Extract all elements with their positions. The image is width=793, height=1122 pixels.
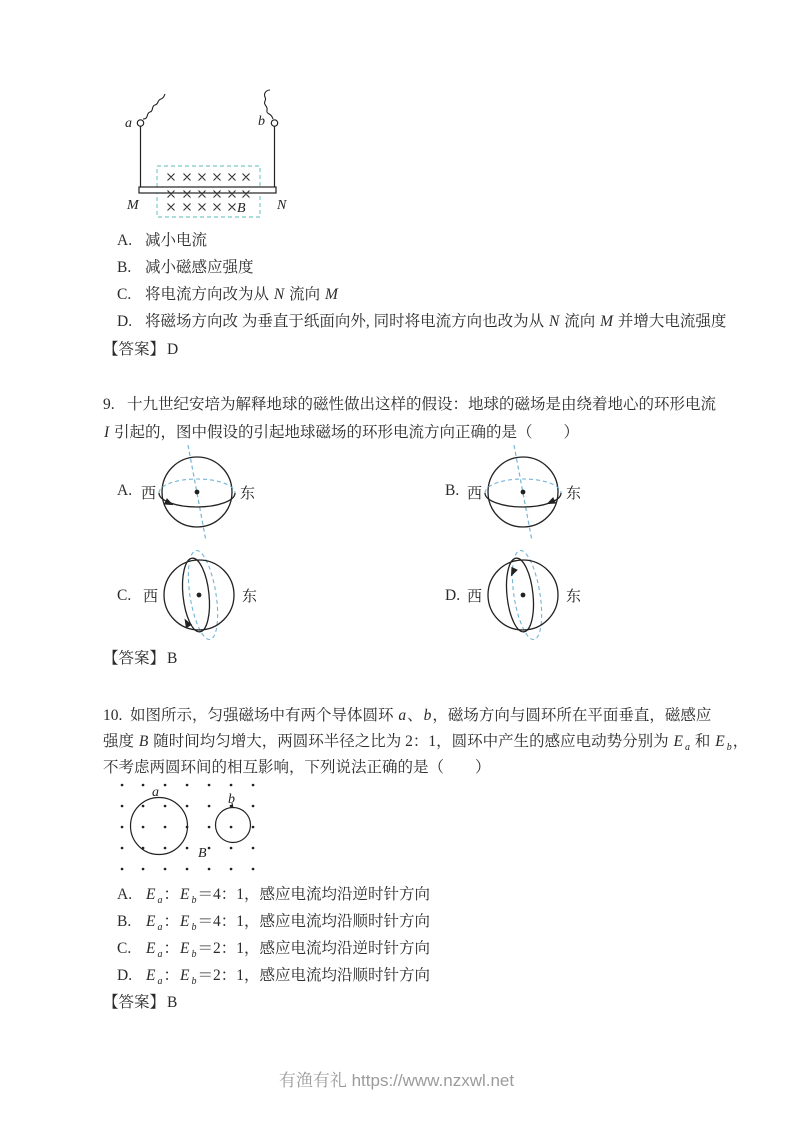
- option-label: A.: [117, 886, 133, 903]
- rod-end-N-label: N: [277, 198, 287, 213]
- option-text: 将电流方向改为从 N 流向 M: [145, 286, 338, 303]
- globe-diagram-a: [138, 444, 262, 546]
- ring-back-dashed: [507, 549, 547, 642]
- option-label: C.: [117, 286, 132, 303]
- earth-center-dot: [521, 490, 526, 495]
- question-number: 9.: [103, 396, 115, 413]
- q9-answer: [103, 646, 177, 668]
- east-label: 东: [242, 589, 258, 605]
- q10-option-d: [117, 963, 430, 990]
- globe-diagram-b: [464, 444, 588, 546]
- ring-a: [131, 798, 188, 855]
- earth-center-dot: [521, 593, 526, 598]
- west-label: 西: [143, 589, 159, 605]
- q10-stem-line1: [103, 703, 711, 725]
- ring-a-label: a: [152, 785, 159, 800]
- stem-text: 强度 B 随时间均匀增大，两圆环半径之比为 2：1，圆环中产生的感应电动势分别为 E $_a$ 和 E $_b$，: [103, 733, 749, 754]
- terminal-a-label: a: [125, 116, 132, 131]
- east-label: 东: [240, 486, 256, 502]
- field-B-label: B: [237, 201, 246, 216]
- q8-option-b: [117, 255, 726, 282]
- terminal-b-label: b: [258, 114, 265, 129]
- q9-option-c-label: C.: [117, 587, 132, 604]
- ring-b-label: b: [228, 792, 235, 807]
- q10-option-b: [117, 909, 430, 936]
- terminal-b: [271, 120, 277, 126]
- rod-end-M-label: M: [127, 198, 139, 213]
- current-arrow: [508, 567, 518, 578]
- east-label: 东: [566, 589, 582, 605]
- q8-options: [117, 228, 726, 336]
- q10-stem-line2: [103, 729, 749, 754]
- footer-watermark: [0, 1066, 793, 1091]
- stem-text: 十九世纪安培为解释地球的磁性做出这样的假设：地球的磁场是由绕着地心的环形电流: [127, 396, 717, 413]
- option-text: E $_a$：E $_b$＝4：1，感应电流均沿逆时针方向: [146, 886, 430, 907]
- q10-answer: [103, 990, 177, 1012]
- option-label: B.: [117, 913, 132, 930]
- dot-field-diagram: [112, 776, 270, 878]
- option-label: A.: [117, 232, 133, 249]
- answer-label: 【答案】: [103, 341, 166, 358]
- q10-options: [117, 882, 430, 990]
- answer-label: 【答案】: [103, 650, 166, 667]
- q10-stem-line3: [103, 755, 491, 777]
- option-label: C.: [117, 940, 132, 957]
- flux-into-page-symbols-row1: [168, 174, 250, 181]
- q10-option-a: [117, 882, 430, 909]
- ring-b: [216, 808, 251, 843]
- west-label: 西: [141, 486, 157, 502]
- answer-label: 【答案】: [103, 994, 166, 1011]
- terminal-a: [137, 120, 143, 126]
- answer-letter: B: [167, 650, 178, 667]
- q8-answer: [103, 337, 178, 359]
- option-text: 将磁场方向改 为垂直于纸面向外, 同时将电流方向也改为从 N 流向 M 并增大电流强度: [145, 313, 727, 330]
- option-label: D.: [117, 967, 133, 984]
- current-arrow: [545, 497, 556, 507]
- q8-option-a: [117, 228, 726, 255]
- conducting-rod-MN: [139, 187, 276, 193]
- q9-stem-line2: [103, 420, 579, 442]
- option-label: B.: [117, 259, 132, 276]
- footer-text: 有渔有礼 https://www.nzxwl.net: [278, 1071, 515, 1090]
- lead-wire-squiggle-a: [143, 94, 165, 119]
- q10-option-c: [117, 936, 430, 963]
- stem-text: I 引起的，图中假设的引起地球磁场的环形电流方向正确的是（ ）: [104, 424, 580, 441]
- answer-letter: D: [167, 341, 179, 358]
- stem-text: 如图所示，匀强磁场中有两个导体圆环 a、b，磁场方向与圆环所在平面垂直，磁感应: [130, 707, 712, 724]
- option-text: 减小电流: [145, 232, 208, 249]
- option-text: E $_a$：E $_b$＝2：1，感应电流均沿逆时针方向: [146, 940, 430, 961]
- question-number: 10.: [103, 707, 123, 724]
- lead-wire-squiggle-b: [264, 90, 273, 119]
- q9-option-b-label: B.: [445, 482, 460, 499]
- earth-center-dot: [197, 593, 202, 598]
- q8-option-c: [117, 282, 726, 309]
- globe-diagram-c: [140, 547, 264, 649]
- stem-text: 不考虑两圆环间的相互影响，下列说法正确的是（ ）: [103, 759, 491, 776]
- q9-option-a-label: A.: [117, 482, 133, 499]
- q9-option-d-label: D.: [445, 587, 461, 604]
- west-label: 西: [467, 486, 483, 502]
- globe-diagram-d: [464, 547, 588, 649]
- q9-stem-line1: [103, 392, 716, 414]
- option-text: E $_a$：E $_b$＝4：1，感应电流均沿顺时针方向: [146, 913, 430, 934]
- ring-back-dashed: [183, 549, 223, 642]
- earth-center-dot: [195, 490, 200, 495]
- east-label: 东: [566, 486, 582, 502]
- circuit-diagram: [117, 85, 295, 223]
- q8-option-d: [117, 309, 726, 336]
- west-label: 西: [467, 589, 483, 605]
- option-label: D.: [117, 313, 133, 330]
- field-B-label: B: [198, 846, 207, 861]
- option-text: E $_a$：E $_b$＝2：1，感应电流均沿顺时针方向: [146, 967, 430, 988]
- answer-letter: B: [167, 994, 178, 1011]
- option-text: 减小磁感应强度: [145, 259, 254, 276]
- flux-into-page-symbols-row3: [168, 204, 236, 211]
